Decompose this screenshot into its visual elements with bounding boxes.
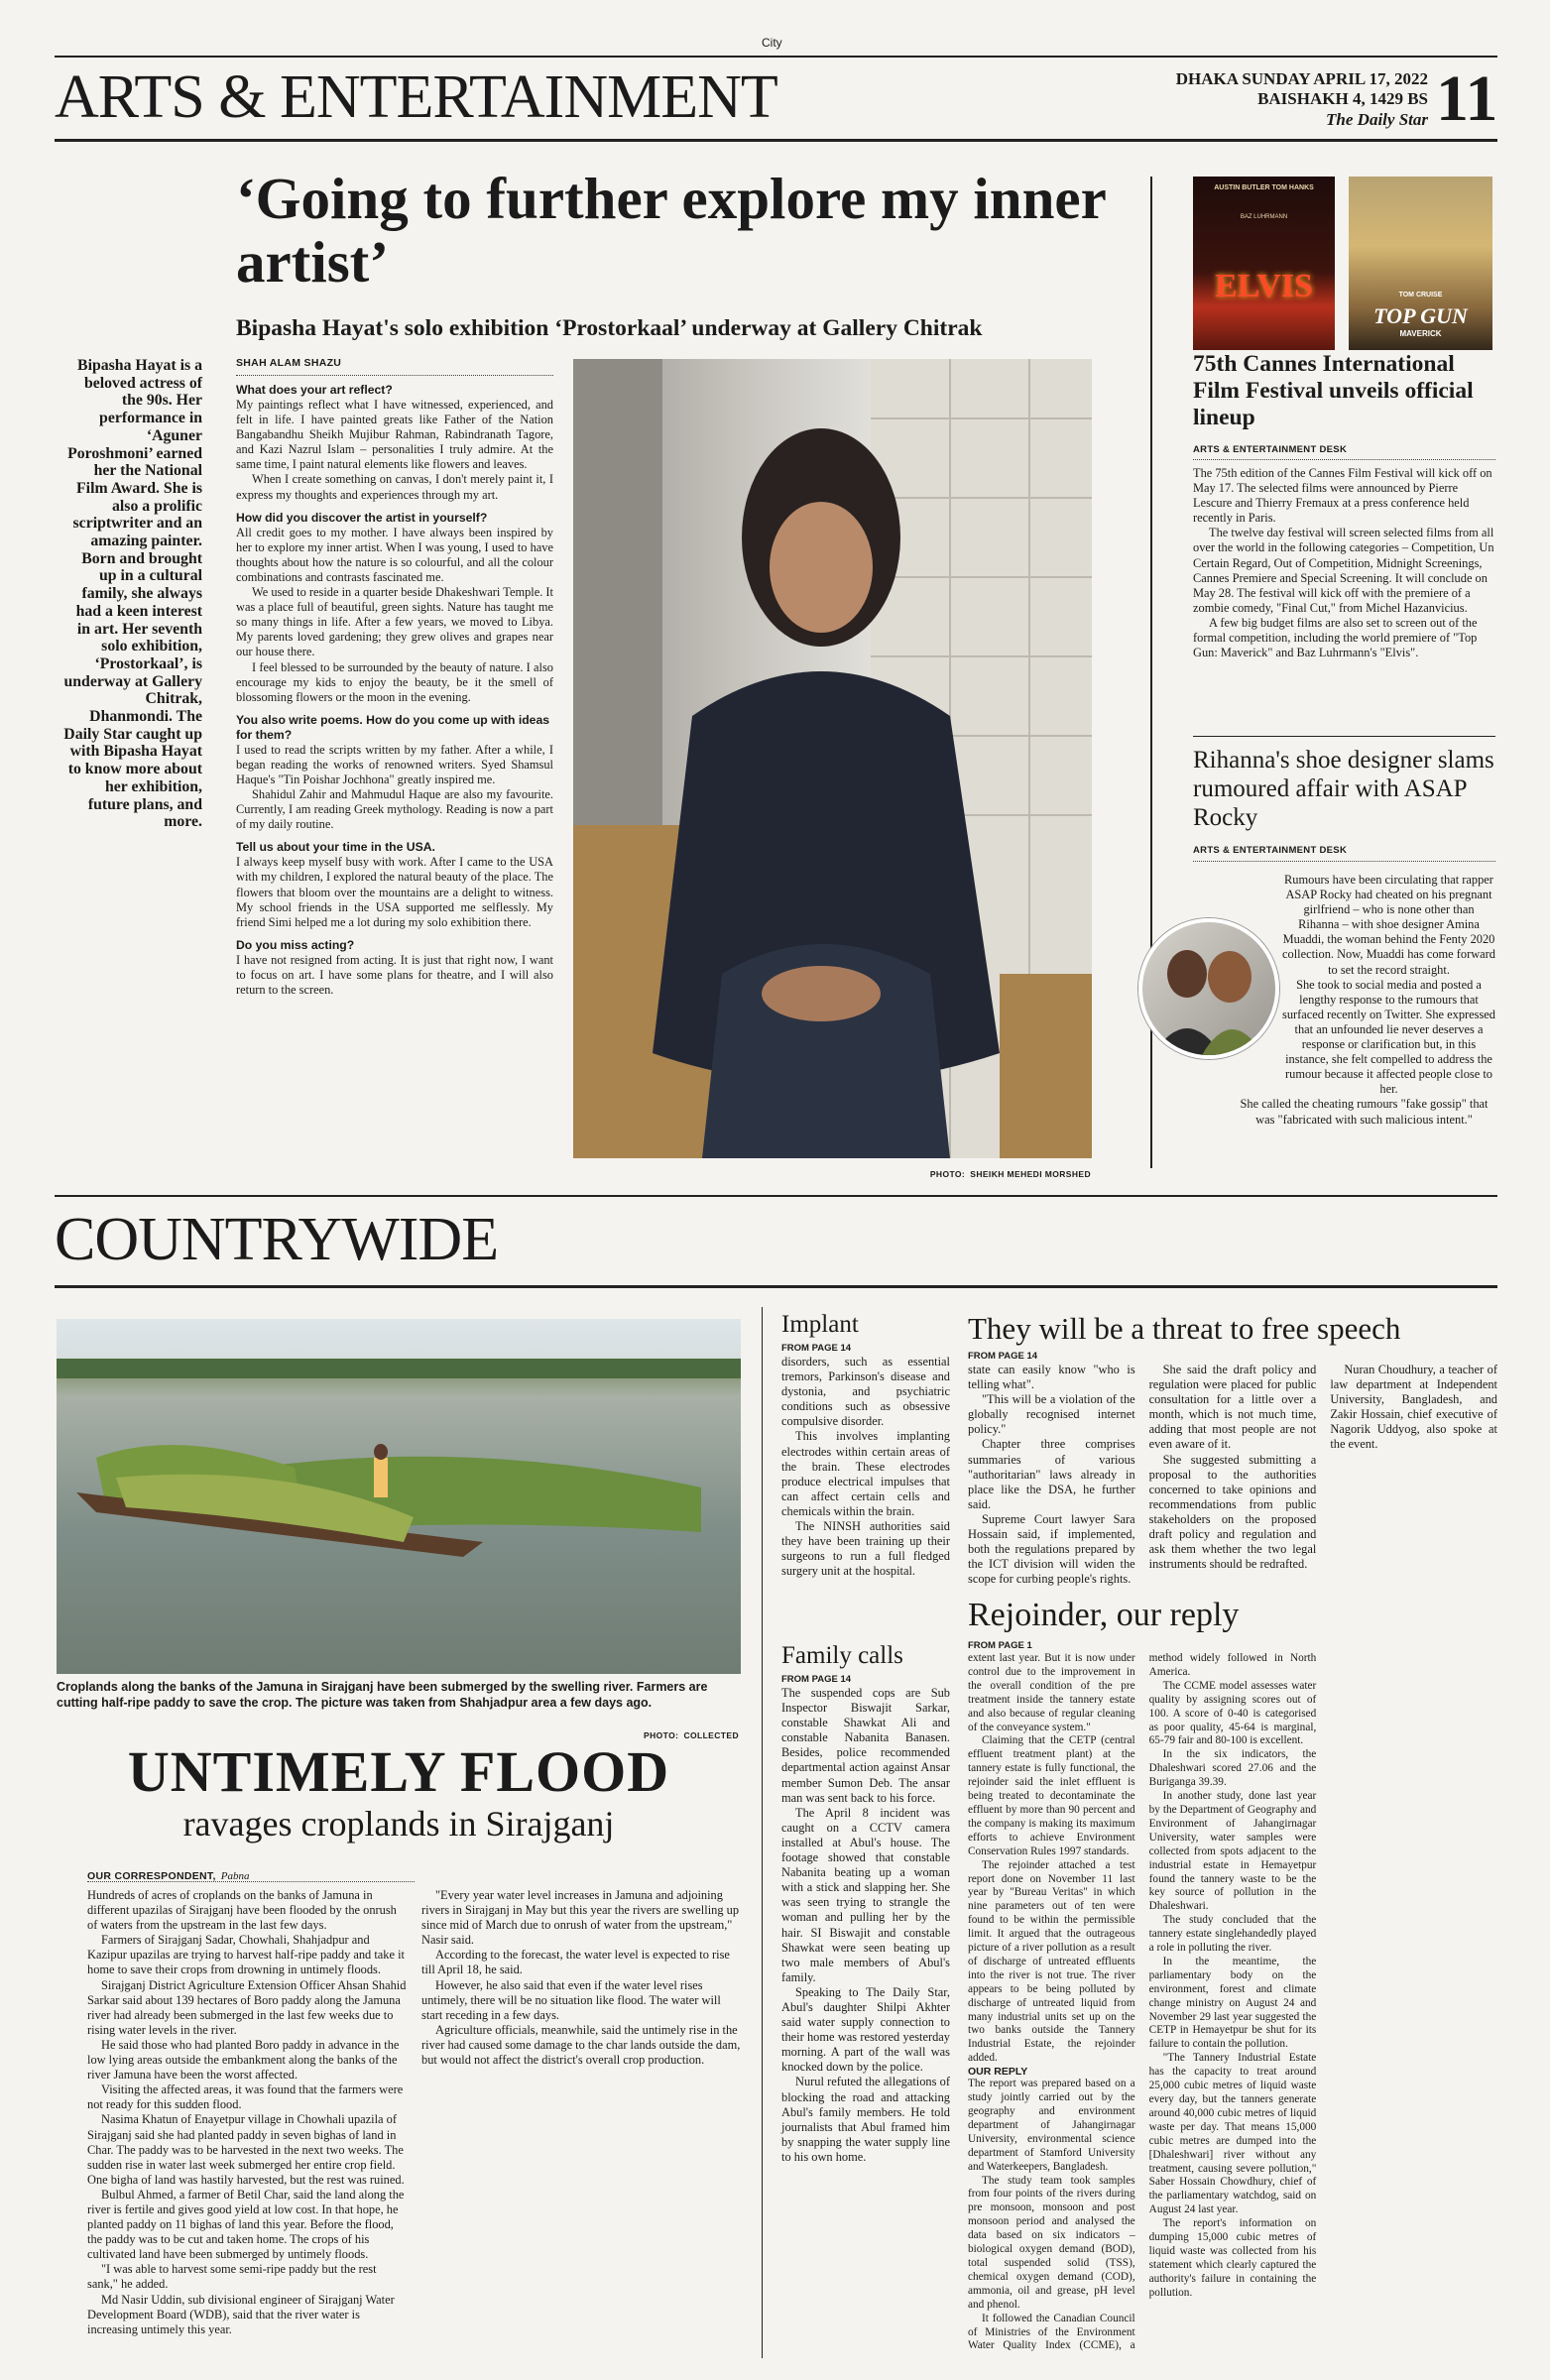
threat-paragraph: Nuran Choudhury, a teacher of law department at Independent University, Bangladesh, and Zakir Hossain, chief executive of Nagorik Uddyog, also spoke at the event. [1330,1363,1497,1452]
flood-subhead: ravages croplands in Sirajganj [182,1804,615,1844]
rihanna-headline: Rihanna's shoe designer slams rumoured affair with ASAP Rocky [1193,747,1494,831]
photo-credit-name: COLLECTED [683,1730,739,1740]
rejoinder-headline: Rejoinder, our reply [968,1597,1240,1633]
flood-byline-name: OUR CORRESPONDENT, [87,1870,216,1882]
cannes-byline: ARTS & ENTERTAINMENT DESK [1193,444,1348,455]
implant-paragraph: This involves implanting electrodes within certain areas of the brain. These electrodes produce electrical impulses that can affect certain cells and chemicals within the brain. [781,1429,950,1518]
flood-illustration [57,1319,741,1674]
dateline: DHAKA SUNDAY APRIL 17, 2022 [1175,69,1428,88]
threat-paragraph: Chapter three comprises summaries of various "authoritarian" laws already in place like the DSA, he further said. [968,1437,1135,1511]
reply-paragraph: It followed the Canadian Council of Ministries of the Environment Water Quality Index (CCME), a method widely followed in North America. [968,1652,1317,2352]
threat-paragraph: state can easily know "who is telling what". [968,1363,1135,1392]
countrywide-top-rule [55,1195,1497,1197]
family-calls-paragraph: The suspended cops are Sub Inspector Biswajit Sarkar, constable Shawkat Ali and constable Nabanita Banasen. Besides, police recommended departmental action against Ansar member Sumon Deb. The ansar man was sent back to his force. [781,1686,950,1805]
rejoinder-paragraph: The rejoinder attached a test report done on November 11 last year by "Bureau Veritas" in which nine parameters out of ten were found to be within the permissible limit. It argued that the outrageous picture of a river pollution as a result of discharge of untreated effluents into the river is not true. The river appears to be being polluted by discharge of untreated liquid from many industrial units set up on the two banks outside the Tannery Industrial Estate, the rejoinder added. [968,1858,1135,2065]
top-gun-poster-top: TOM CRUISE [1398,292,1443,298]
implant-paragraph: disorders, such as essential tremors, Parkinson's disease and dystonia, and psychiatric conditions such as obsessive compulsive disorder. [781,1355,950,1429]
qa-answer: I feel blessed to be surrounded by the beauty of nature. I also encourage my kids to enjoy the beauty, be it the smell of blossoming flowers or the moon in the evening. [236,659,553,704]
qa-answer: When I create something on canvas, I don't merely paint it, I express my thoughts and experiences through my art. [236,472,553,502]
threat-headline: They will be a threat to free speech [968,1311,1401,1346]
our-reply-label: OUR REPLY [968,2066,1028,2079]
flood-paragraph: Hundreds of acres of croplands on the banks of Jamuna in different upazilas of Sirajganj have been flooded by the onrush of waters from the upstream in the last few days. [87,1888,397,1933]
cannes-body [1193,466,1495,660]
rihanna-body [1193,873,1495,1128]
flood-paragraph: Farmers of Sirajganj Sadar, Chowhali, Shahjadpur and Kazipur upazilas are trying to harvest half-ripe paddy and take it home to save their crops from drowning in untimely floods. [87,1933,405,1977]
photo-credit-name: SHEIKH MEHEDI MORSHED [970,1169,1091,1179]
elvis-poster-title: ELVIS [1215,268,1313,304]
qa-answer: All credit goes to my mother. I have always been inspired by her to explore my inner artist. When I was young, I used to have thoughts about how the nature is so colourful, and all the colour combinations and contrasts fascinated me. [236,525,553,584]
page-number: 11 [1436,62,1498,135]
rejoinder-body [968,1652,1497,2358]
rihanna-paragraph: She called the cheating rumours "fake gossip" that was "fabricated with such malicious intent." [1240,1097,1489,1127]
countrywide-column-divider [762,1307,763,2358]
qa-answer: I always keep myself busy with work. After I came to the USA with my children, I explored the natural beauty of the place. The flowers that bloom over the mountains are a delight to witness. My school friends in the USA supported me selflessly. My friend Simi helped me a lot during my solo exhibition there. [236,855,553,929]
flood-paragraph: Nasima Khatun of Enayetpur village in Chowhali upazila of Sirajganj said she had planted paddy in seven bighas of land in Char. The paddy was to be harvested in the next two weeks. The sudden rise in water last week submerged her entire crop field. One bigha of land was hastily harvested, but the rest was ruined. [87,2112,405,2187]
feature-headline: ‘Going to further explore my inner artist’ [236,166,1106,295]
photo-credit-label: PHOTO: [644,1730,679,1740]
family-calls-paragraph: Nurul refuted the allegations of blocking the road and attacking Abul's family members. He told journalists that Abul framed him by snapping the water supply line to his own home. [781,2075,950,2164]
flood-paragraph: Bulbul Ahmed, a farmer of Betil Char, said the land along the river is fertile and gives good yield at low cost. In that hope, he planted paddy on 11 bighas of land this year. Before the flood, the paddy was to be cut and taken home. The crops of his cultivated land have been submerged by untimely floods. [87,2187,405,2262]
feature-byline: SHAH ALAM SHAZU [236,357,342,369]
qa-question: Tell us about your time in the USA. [236,840,435,855]
flood-byline-rule [87,1881,415,1882]
cannes-headline: 75th Cannes International Film Festival unveils official lineup [1193,351,1474,430]
top-gun-poster [1349,177,1492,350]
masthead-logo: The Daily Star [1326,110,1428,129]
family-calls-from-page: FROM PAGE 14 [781,1674,852,1685]
cannes-byline-rule [1193,459,1495,460]
threat-paragraph: She said the draft policy and regulation were placed for public consultation for a little over a month, which is not much time, adding that most people are not even aware of it. [1148,1363,1317,1452]
rihanna-byline: ARTS & ENTERTAINMENT DESK [1193,845,1348,856]
rejoinder-from-page: FROM PAGE 1 [968,1640,1032,1651]
flood-paragraph: According to the forecast, the water level is expected to rise till April 18, he said. [421,1948,730,1977]
reply-paragraph: The study team took samples from four points of the rivers during pre monsoon, monsoon and post monsoon period and analysed the data based on six indicators – biological oxygen demand (BOD), total suspended solid (TSS), chemical oxygen demand (COD), ammonia, oil and grease, pH level and phenol. [968,2174,1135,2311]
family-calls-paragraph: The April 8 incident was caught on a CCTV camera installed at Abul's house. The footage showed that constable Nabanita beating up a woman with a stick and slapping her. She was seen trying to strangle the woman and pulling her by the hair. SI Biswajit and constable Shawkat were seen beating up two male members of Abul's family. [781,1805,950,1984]
flood-paragraph: Sirajganj District Agriculture Extension Officer Ahsan Shahid Sarkar said about 139 hectares of Boro paddy along the Jamuna river had already been submerged in the last few weeks due to rising water levels in the river. [87,1977,407,2037]
cannes-paragraph: The twelve day festival will screen selected films from all over the world in the following categories – Competition, Un Certain Regard, Out of Competition, Midnight Screenings, Cannes Premiere and Special Screening. It will conclude on May 28. The festival will kick off with the premiere of a zombie comedy, "Final Cut," from Michel Hazanvicius. [1193,526,1494,615]
page-top-label: City [762,36,782,50]
implant-headline: Implant [781,1311,859,1338]
sidebar-story-rule [1193,736,1495,737]
flood-headline: UNTIMELY FLOOD [127,1739,670,1804]
bangla-date: BAISHAKH 4, 1429 BS [1257,89,1428,108]
feature-subhead: Bipasha Hayat's solo exhibition ‘Prostorkaal’ underway at Gallery Chitrak [236,315,983,341]
flood-photo [57,1319,741,1674]
flood-paragraph: "Every year water level increases in Jamuna and adjoining rivers in Sirajganj in May but this year the rivers are swelling up since mid of March due to onrush of water from the upstream," Nasir said. [421,1888,740,1948]
top-gun-poster-sub: MAVERICK [1399,329,1442,338]
byline-rule [236,375,553,376]
reply-paragraph: "The Tannery Industrial Estate has the capacity to treat around 25,000 cubic metres of liquid waste every day, but the tanners generate around 40,000 cubic metres of liquid waste per day. That means 15,000 cubic metres are dumped into the [Dhaleshwari] river without any treatment, causing severe pollution," Saber Hossain Chowdhury, chief of the parliamentary watchdog, said on August 24 last year. [1148,2052,1317,2216]
family-calls-headline: Family calls [781,1642,903,1669]
countrywide-bottom-rule [55,1285,1497,1288]
qa-question: Do you miss acting? [236,937,355,952]
implant-paragraph: The NINSH authorities said they have been training up their surgeons to run a full fledged surgery unit at the hospital. [781,1519,950,1579]
cannes-paragraph: A few big budget films are also set to screen out of the formal competition, including the world premiere of "Top Gun: Maverick" and Baz Luhrmann's "Elvis". [1193,615,1478,660]
flood-body [87,1888,742,2354]
rejoinder-paragraph: extent last year. But it is now under control due to the improvement in the overall condition of the pre treatment inside the tannery estate and also because of regular cleaning of the conveyance system." [968,1652,1135,1733]
bipasha-portrait-photo [573,359,1092,1158]
reply-paragraph: The study concluded that the tannery estate singlehandedly played a role in polluting the river. [1148,1914,1317,1955]
header-bottom-rule [55,139,1497,142]
qa-answer: We used to reside in a quarter beside Dhakeshwari Temple. It was a place full of beautiful, green sights. Nature has taught me so many things in life. After a few years, we moved to Libya. My parents loved gardening; they grew olives and grapes near our house there. [236,585,553,659]
reply-paragraph: The CCME model assesses water quality by assigning scores out of 100. A score of 0-40 is categorised as poor quality, 45-64 is marginal, 65-79 fair and 80-100 is excellent. [1148,1679,1317,1747]
flood-byline-place: Pabna [220,1870,250,1882]
section-title: ARTS & ENTERTAINMENT [55,63,777,131]
feature-qa [236,383,553,998]
header-top-rule [55,56,1497,58]
cannes-paragraph: The 75th edition of the Cannes Film Festival will kick off on May 17. The selected films were announced by Pierre Lescure and Thierry Fremaux at a press conference held recently in Paris. [1193,466,1492,526]
flood-paragraph: Visiting the affected areas, it was found that the farmers were not ready for this sudden flood. [87,2082,404,2112]
photo-credit-label: PHOTO: [929,1169,966,1179]
threat-paragraph: Supreme Court lawyer Sara Hossain said, if implemented, both the regulations prepared by the ICT division will widen the scope for curbing people's rights. [968,1511,1135,1587]
rejoinder-paragraph: Claiming that the CETP (central effluent treatment plant) at the tannery estate is fully functional, the rejoinder said the inlet effluent is being treated to decontaminate the effluent by more than 90 percent and the company is making its maximum efforts to achieve Environment Conservation Rules 1997 standards. [968,1734,1135,1857]
qa-answer: My paintings reflect what I have witnessed, experienced, and felt in life. I have painted greats like Father of the Nation Bangabandhu Sheikh Mujibur Rahman, Rabindranath Tagore, and Kazi Nazrul Islam – personalities I truly admire. At the same time, I paint natural elements like flowers and leaves. [236,398,553,472]
reply-paragraph: The report's information on dumping 15,000 cubic metres of liquid waste was collected from his statement which clearly captured the authority's failure in containing the pollution. [1148,2217,1317,2299]
rihanna-paragraph: Rumours have been circulating that rapper ASAP Rocky had cheated on his pregnant girlfriend – who is none other than Rihanna – with shoe designer Amina Muaddi, the woman behind the Fenty 2020 collection. Now, Muaddi has come forward to set the record straight. [1282,873,1495,977]
family-calls-paragraph: Speaking to The Daily Star, Abul's daughter Shilpi Akhter said water supply connection to their home was restored yesterday morning. A part of the wall was knocked down by the police. [781,1984,950,2075]
flood-paragraph: However, he also said that even if the water level rises untimely, there will be no situation like flood. The water will start receding in a few days. [421,1977,721,2022]
top-gun-poster-title: TOP GUN [1373,303,1468,328]
portrait-illustration [573,359,1092,1158]
threat-from-page: FROM PAGE 14 [968,1351,1038,1362]
qa-question: What does your art reflect? [236,383,393,397]
elvis-poster [1193,177,1335,350]
qa-answer: I have not resigned from acting. It is just that right now, I want to focus on art. I have some plans for theatre, and I will also return to the screen. [236,952,553,997]
reply-paragraph: In the meantime, the parliamentary body on the environment, forest and climate change ministry on August 24 and November 29 last year suggested the CETP in Hemayetpur be shut for its failure to contain the pollution. [1148,1955,1317,2051]
flood-paragraph: "I was able to harvest some semi-ripe paddy but the rest sank," he added. [87,2262,377,2292]
flood-paragraph: Md Nasir Uddin, sub divisional engineer of Sirajganj Water Development Board (WDB), said that the river water is increasing untimely this year. [87,2292,395,2336]
threat-paragraph: "This will be a violation of the globally recognised internet policy." [968,1392,1135,1437]
elvis-poster-top: AUSTIN BUTLER TOM HANKS [1214,184,1314,191]
qa-answer: Shahidul Zahir and Mahmudul Haque are also my favourite. Currently, I am reading Greek mythology. Reading is now a part of my daily routine. [236,787,553,832]
threat-paragraph: She suggested submitting a proposal to the authorities concerned to take opinions and recommendations from public stakeholders on the proposed draft policy and regulation and ask them whether the two legal instruments should be redrafted. [1148,1452,1317,1572]
portrait-photo-credit [912,1162,1091,1181]
flood-paragraph: He said those who had planted Boro paddy in advance in the low lying areas outside the embankment along the banks of the river Jamuna have been the worst affected. [87,2037,400,2082]
implant-body [781,1355,950,1579]
reply-paragraph: In the six indicators, the Dhaleshwari scored 27.06 and the Buriganga 39.39. [1148,1748,1317,1789]
rihanna-paragraph: She took to social media and posted a lengthy response to the rumours that surfaced recently on Twitter. She expressed that an unfounded lie never deserves a response or clarification but, in this instance, she felt compelled to address the rumour because it affected people close to her. [1282,977,1495,1097]
reply-paragraph: In another study, done last year by the Department of Geography and Environment of Jahangirnagar University, water samples were collected from spots adjacent to the industrial estate in Hemayetpur found the tannery waste to be the key source of pollution in the Dhaleshwari. [1148,1790,1317,1913]
elvis-poster-sub: BAZ LUHRMANN [1240,214,1288,220]
rihanna-byline-rule [1193,861,1495,862]
qa-answer: I used to read the scripts written by my father. After a while, I began reading the works of renowned writers. Syed Shamsul Haque's "Tin Poishar Jochhona" greatly inspired me. [236,742,553,786]
reply-paragraph: The report was prepared based on a study jointly carried out by the geography and environment department of Jahangirnagar University, environmental science department of Stamford University and Waterkeepers, Bangladesh. [968,2078,1135,2173]
flood-photo-caption: Croplands along the banks of the Jamuna in Sirajganj have been submerged by the swelling river. Farmers are cutting half-ripe paddy to save the crop. The picture was taken from Shahjadpur area a few days ago. [57,1680,708,1710]
qa-question: How did you discover the artist in yourself? [236,510,488,525]
flood-paragraph: Agriculture officials, meanwhile, said the untimely rise in the river had caused some damage to the char lands outside the dam, but would not affect the district's overall crop production. [421,2022,741,2068]
qa-question: You also write poems. How do you come up with ideas for them? [236,712,550,742]
family-calls-body [781,1686,950,2165]
threat-body [968,1363,1497,1591]
implant-from-page: FROM PAGE 14 [781,1343,852,1354]
countrywide-section-title: COUNTRYWIDE [55,1206,499,1273]
feature-intro: Bipasha Hayat is a beloved actress of the 90s. Her performance in ‘Aguner Poroshmoni’ earned her the National Film Award. She is also a prolific scriptwriter and an amazing painter. Born and brought up in a cultural family, she always had a keen interest in art. Her seventh solo exhibition, ‘Prostorkaal’, is underway at Gallery Chitrak, Dhanmondi. The Daily Star caught up with Bipasha Hayat to know more about her exhibition, future plans, and more. [63,357,202,831]
